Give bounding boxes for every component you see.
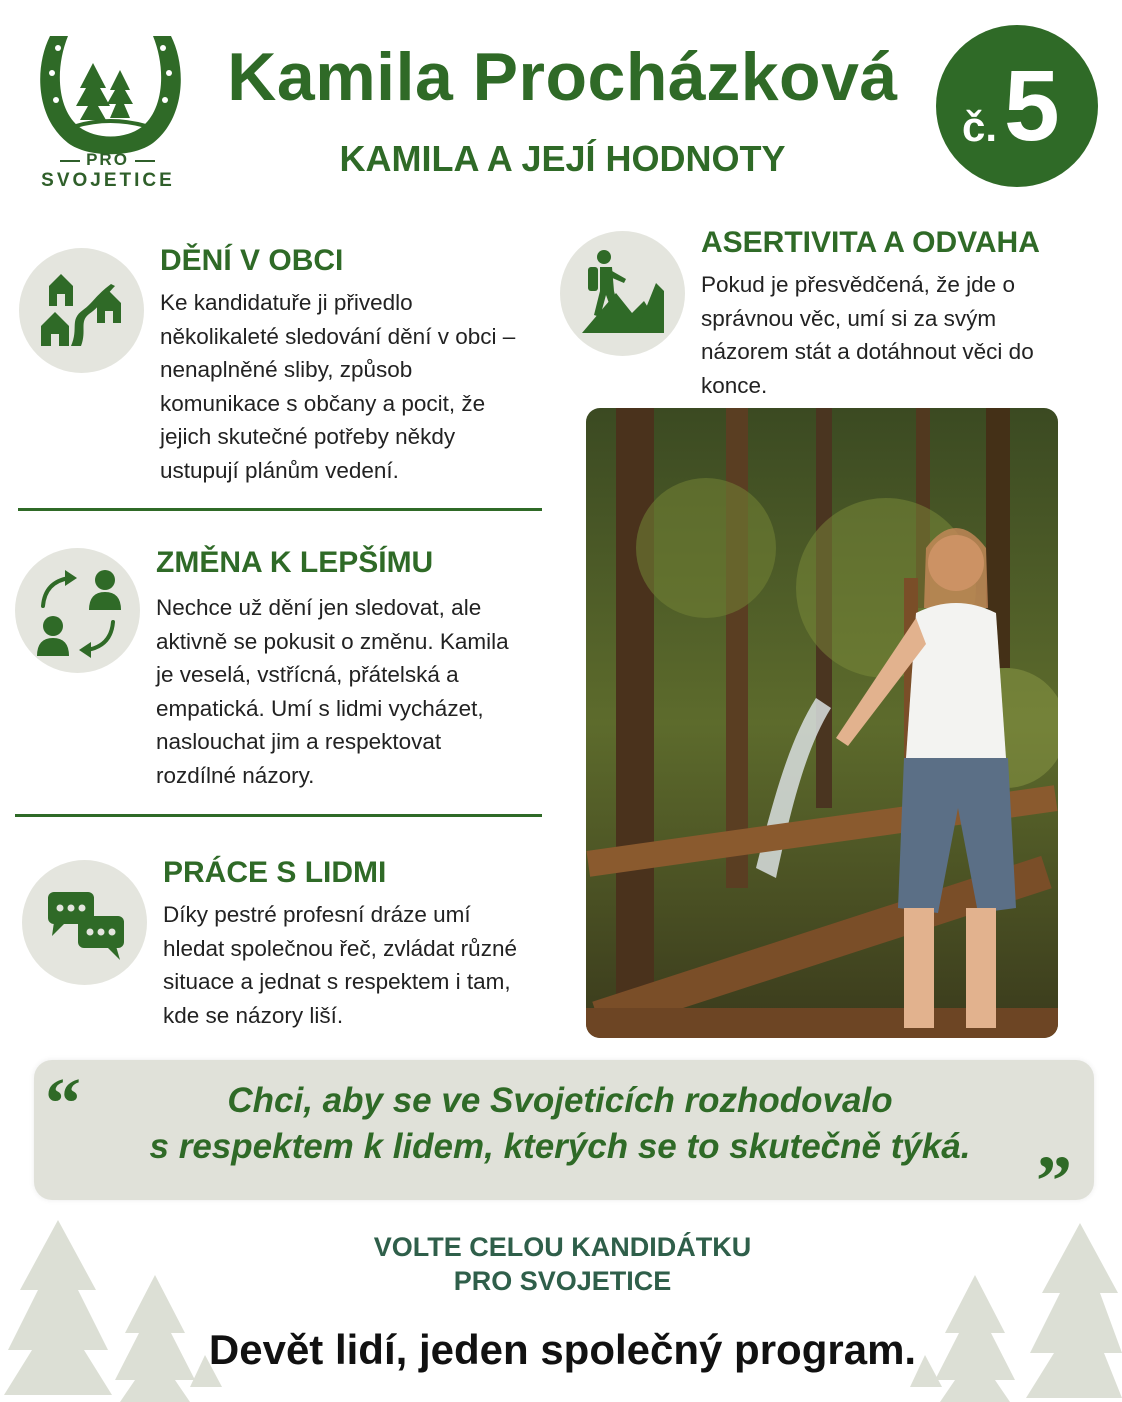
text-line: Nechce už dění jen sledovat, ale bbox=[156, 595, 482, 620]
text-line: správnou věc, umí si za svým bbox=[701, 305, 997, 331]
text-line: jejich skutečné potřeby někdy bbox=[160, 424, 456, 449]
candidate-number: 5 bbox=[1004, 50, 1060, 162]
section-title-deni-v-obci: DĚNÍ V OBCI bbox=[160, 244, 344, 277]
page-subtitle: KAMILA A JEJÍ HODNOTY bbox=[339, 138, 786, 179]
quote-open-mark: “ bbox=[45, 1063, 81, 1143]
text-line: několikaleté sledování dění v obci – bbox=[160, 323, 516, 349]
candidate-number-badge bbox=[936, 25, 1098, 187]
text-line: empatická. Umí s lidmi vycházet, bbox=[156, 695, 484, 721]
vote-line-2: PRO SVOJETICE bbox=[453, 1266, 672, 1296]
section-text-zmena-k-lepsimu bbox=[156, 591, 541, 792]
section-text-deni-v-obci bbox=[160, 286, 540, 487]
text-line: názorem stát a dotáhnout věci do bbox=[701, 339, 1034, 364]
village-icon bbox=[19, 248, 144, 373]
logo-svojetice-text: SVOJETICE bbox=[41, 170, 175, 191]
text-line: Díky pestré profesní dráze umí bbox=[163, 902, 471, 927]
text-line: Ke kandidatuře ji přivedlo bbox=[160, 290, 413, 315]
text-line: hledat společnou řeč, zvládat různé bbox=[163, 935, 517, 961]
number-prefix: č. bbox=[962, 103, 998, 150]
text-line: kde se názory liší. bbox=[163, 1002, 344, 1028]
text-line: je veselá, vstřícná, přátelská a bbox=[156, 662, 459, 687]
text-line: ustupují plánům vedení. bbox=[160, 457, 399, 483]
slogan: Devět lidí, jeden společný program. bbox=[208, 1326, 917, 1373]
quote-line: s respektem k lidem, kterých se to skutečně týká. bbox=[149, 1127, 971, 1166]
quote-close-mark: ” bbox=[1036, 1141, 1072, 1221]
quote-text bbox=[80, 1078, 1040, 1170]
section-divider bbox=[15, 814, 542, 817]
section-title-prace-s-lidmi: PRÁCE S LIDMI bbox=[163, 856, 387, 889]
section-title-asertivita-a-odvaha: ASERTIVITA A ODVAHA bbox=[701, 226, 1040, 259]
text-line: konce. bbox=[701, 372, 768, 398]
candidate-photo bbox=[586, 408, 1058, 1038]
chat-bubbles-icon bbox=[22, 860, 147, 985]
section-title-zmena-k-lepsimu: ZMĚNA K LEPŠÍMU bbox=[156, 546, 434, 579]
people-exchange-icon bbox=[15, 548, 140, 673]
text-line: rozdílné názory. bbox=[156, 762, 315, 788]
vote-line-1: VOLTE CELOU KANDIDÁTKU bbox=[373, 1232, 752, 1262]
text-line: naslouchat jim a respektovat bbox=[156, 729, 442, 754]
hiker-icon bbox=[560, 231, 685, 356]
section-text-prace-s-lidmi bbox=[163, 898, 543, 1032]
section-divider bbox=[18, 508, 542, 511]
section-text-asertivita-a-odvaha bbox=[701, 268, 1061, 402]
text-line: situace a jednat s respektem i tam, bbox=[163, 969, 511, 994]
quote-line: Chci, aby se ve Svojeticích rozhodovalo bbox=[227, 1081, 893, 1120]
text-line: nenaplněné sliby, způsob bbox=[160, 357, 413, 382]
text-line: aktivně se pokusit o změnu. Kamila bbox=[156, 628, 509, 654]
logo-pro-text: PRO bbox=[30, 150, 185, 170]
candidate-name: Kamila Procházková bbox=[227, 39, 898, 115]
text-line: komunikace s občany a pocit, že bbox=[160, 390, 486, 416]
text-line: Pokud je přesvědčená, že jde o bbox=[701, 272, 1015, 297]
